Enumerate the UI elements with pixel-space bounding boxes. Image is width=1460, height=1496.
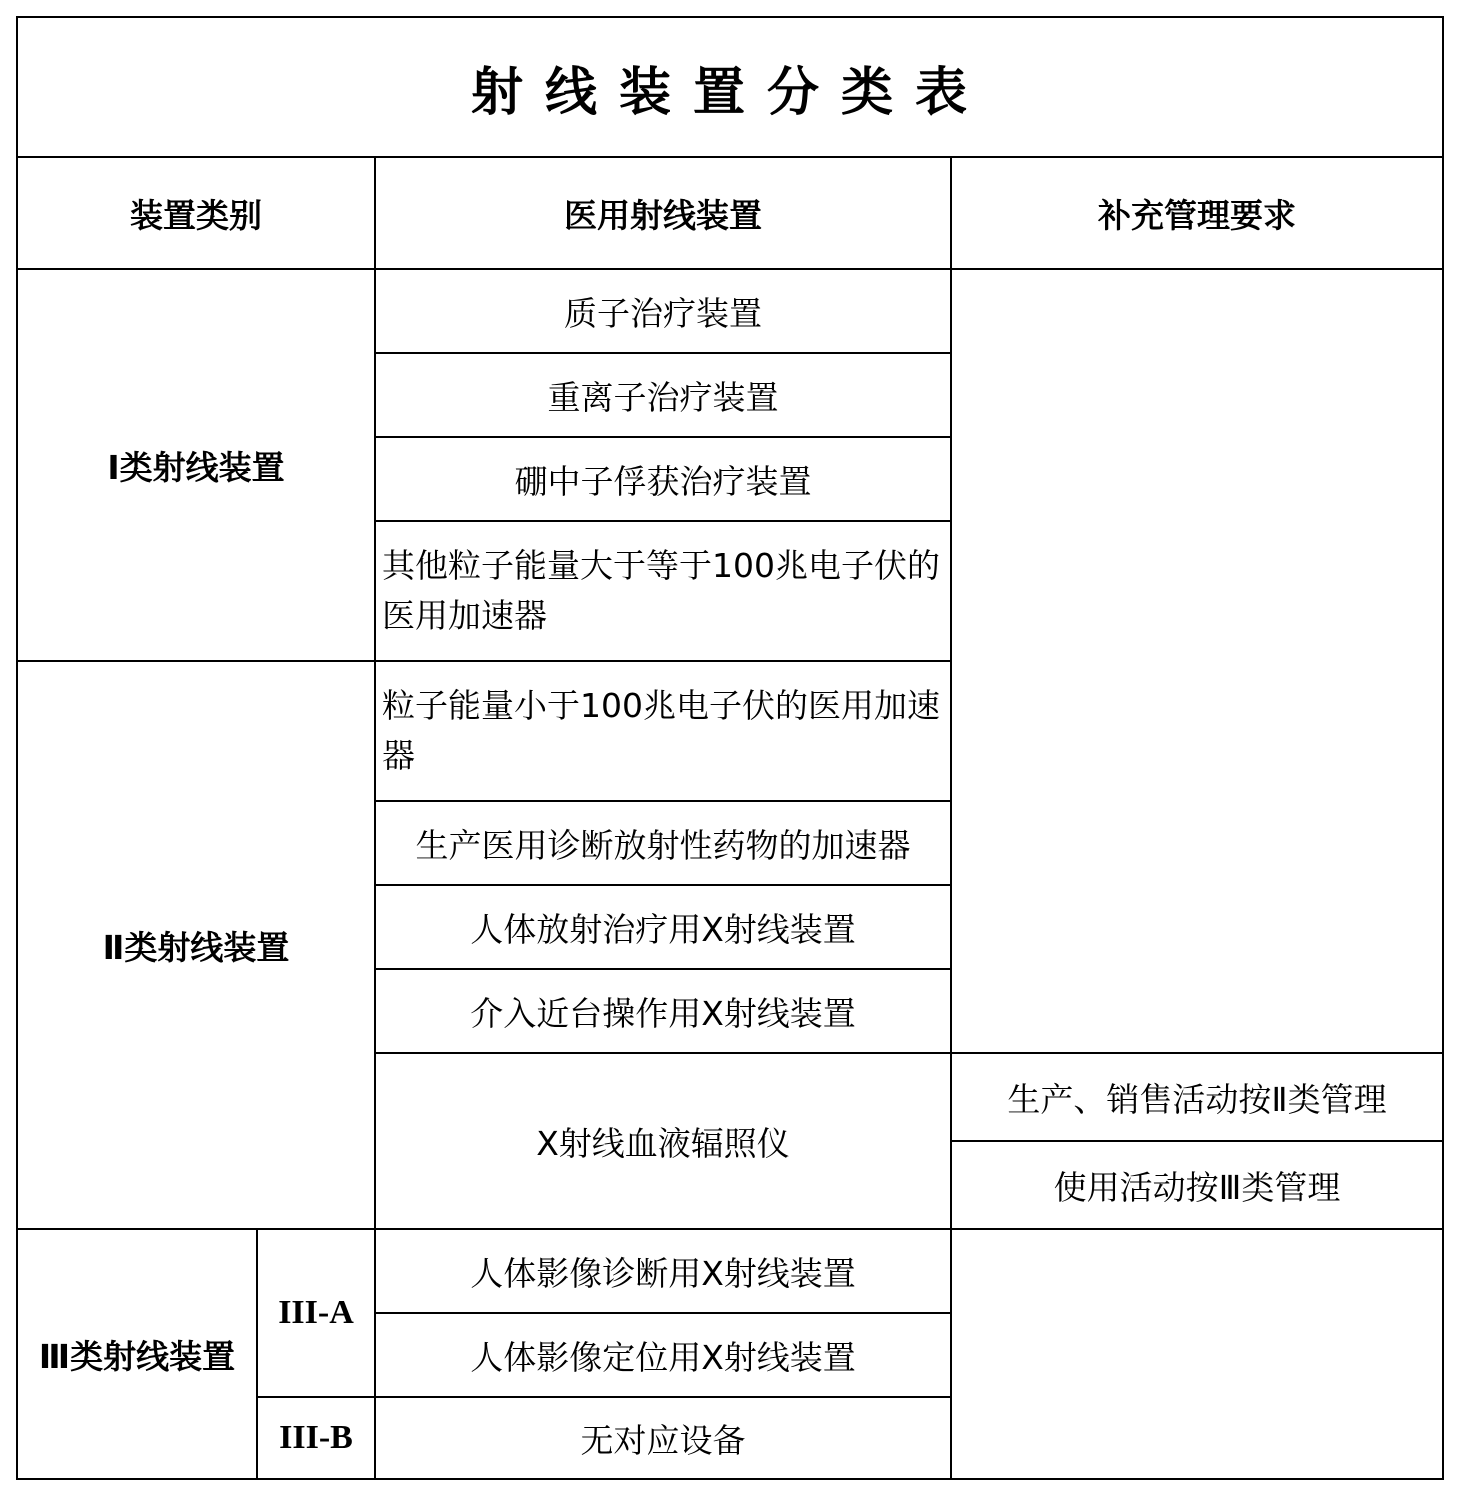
device-cell: 人体放射治疗用X射线装置 xyxy=(470,909,856,949)
device-cell: 粒子能量小于100兆电子伏的医用加速器 xyxy=(382,686,940,775)
device-cell: 人体影像定位用X射线装置 xyxy=(470,1337,856,1377)
device-cell: 人体影像诊断用X射线装置 xyxy=(470,1253,856,1293)
device-cell: 重离子治疗装置 xyxy=(547,377,779,417)
device-cell: 介入近台操作用X射线装置 xyxy=(470,993,856,1033)
header-medical-devices: 医用射线装置 xyxy=(564,195,762,235)
classification-table xyxy=(16,16,1444,1480)
management-note: 生产、销售活动按Ⅱ类管理 xyxy=(1007,1079,1387,1119)
device-cell: 生产医用诊断放射性药物的加速器 xyxy=(415,825,911,865)
management-note: 使用活动按Ⅲ类管理 xyxy=(1053,1167,1341,1207)
subcategory-label: III-B xyxy=(279,1419,353,1456)
category-label: Ⅲ类射线装置 xyxy=(38,1336,236,1376)
device-cell: 硼中子俘获治疗装置 xyxy=(514,461,812,501)
header-supplementary: 补充管理要求 xyxy=(1098,195,1296,235)
subcategory-label: III-A xyxy=(278,1294,354,1331)
category-label: Ⅱ类射线装置 xyxy=(102,927,290,967)
category-label: Ⅰ类射线装置 xyxy=(107,447,285,487)
device-cell: 其他粒子能量大于等于100兆电子伏的医用加速器 xyxy=(382,546,940,635)
device-cell: 质子治疗装置 xyxy=(564,293,762,333)
device-cell: X射线血液辐照仪 xyxy=(536,1123,790,1163)
divider xyxy=(950,156,952,1478)
table-title: 射线装置分类表 xyxy=(470,62,989,123)
device-cell: 无对应设备 xyxy=(580,1420,746,1460)
header-category: 装置类别 xyxy=(130,195,262,235)
